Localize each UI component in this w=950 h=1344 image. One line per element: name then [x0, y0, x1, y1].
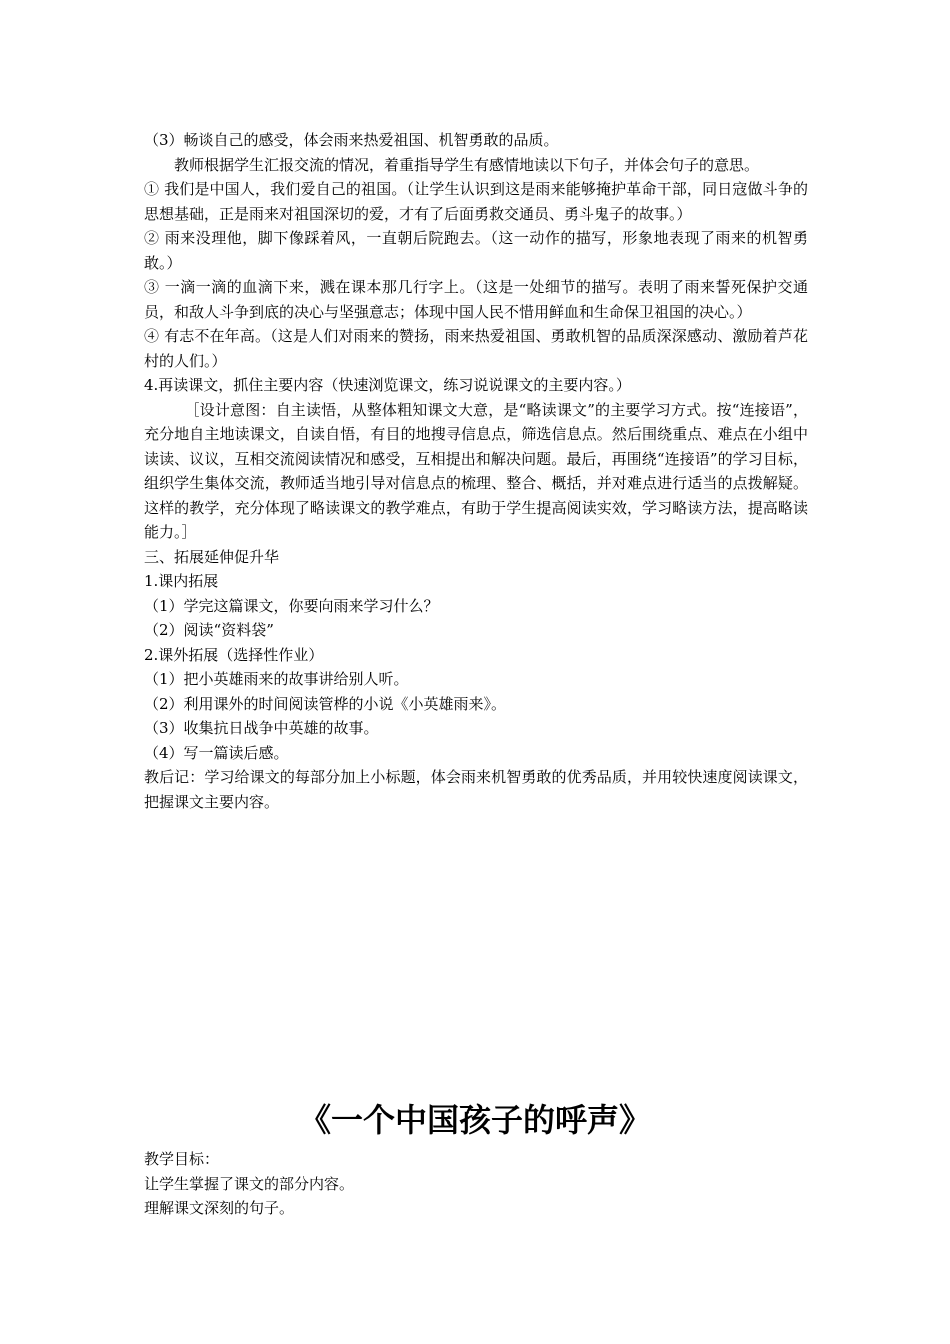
objective-2: 理解课文深刻的句子。 [144, 1199, 295, 1217]
paragraph-16: （4）写一篇读后感。 [144, 743, 289, 762]
objectives-heading: 教学目标： [144, 1150, 220, 1168]
paragraph-7: 4.再读课文，抓住主要内容（快速浏览课文，练习说说课文的主要内容。） [144, 376, 631, 394]
paragraph-2: 教师根据学生汇报交流的情况，着重指导学生有感情地读以下句子，并体会句子的意思。 [174, 155, 760, 174]
paragraph-12: 2.课外拓展（选择性作业） [144, 645, 324, 664]
paragraph-15: （3）收集抗日战争中英雄的故事。 [144, 719, 379, 737]
paragraph-14: （2）利用课外的时间阅读管桦的小说《小英雄雨来》。 [144, 694, 507, 713]
paragraph-13: （1）把小英雄雨来的故事讲给别人听。 [144, 670, 409, 688]
paragraph-3: ① 我们是中国人，我们爱自己的祖国。（让学生认识到这是雨来能够掩护革命干部，同日寇做斗争的思想基础，正是雨来对祖国深切的爱，才有了后面勇救交通员、勇斗鬼子的故事。） [144, 180, 808, 223]
paragraph-6: ④ 有志不在年高。（这是人们对雨来的赞扬，雨来热爱祖国、勇敢机智的品质深深感动、激励着芦花村的人们。） [144, 327, 808, 370]
design-intent-paragraph: ［设计意图：自主读悟，从整体粗知课文大意，是“略读课文”的主要学习方式。按“连接语”，充分地自主地读课文，自读自悟，有目的地搜寻信息点，筛选信息点。然后围绕重点、难点在小组中读读、议议，互相交流阅读情况和感受，互相提出和解决问题。最后，再围绕“连接语”的学习目标，组织学生集体交流，教师适当地引导对信息点的梳理、整合、概括，并对难点进行适当的点拨解疑。这样的教学，充分体现了略读课文的教学难点，有助于学生提高阅读实效，学习略读方法，提高略读能力。］ [144, 400, 808, 541]
paragraph-1: （3）畅谈自己的感受，体会雨来热爱祖国、机智勇敢的品质。 [144, 131, 559, 149]
teaching-reflection: 教后记：学习给课文的每部分加上小标题，体会雨来机智勇敢的优秀品质，并用较快速度阅读课文，把握课文主要内容。 [144, 768, 808, 811]
document-body [144, 128, 808, 814]
paragraph-5: ③ 一滴一滴的血滴下来，溅在课本那几行字上。（这是一处细节的描写。表明了雨来誓死保护交通员，和敌人斗争到底的决心与坚强意志；体现中国人民不惜用鲜血和生命保卫祖国的决心。） [144, 278, 808, 321]
section-heading-3: 三、拓展延伸促升华 [144, 547, 280, 566]
objective-1: 让学生掌握了课文的部分内容。 [144, 1174, 355, 1193]
paragraph-9: 1.课内拓展 [144, 572, 219, 590]
lesson-title: 《一个中国孩子的呼声》 [298, 1101, 651, 1139]
paragraph-10: （1）学完这篇课文，你要向雨来学习什么？ [144, 596, 439, 615]
paragraph-4: ② 雨来没理他，脚下像踩着风，一直朝后院跑去。（这一动作的描写，形象地表现了雨来的机智勇敢。） [144, 229, 808, 272]
lower-section [144, 1147, 808, 1221]
paragraph-11: （2）阅读“资料袋” [144, 621, 274, 639]
